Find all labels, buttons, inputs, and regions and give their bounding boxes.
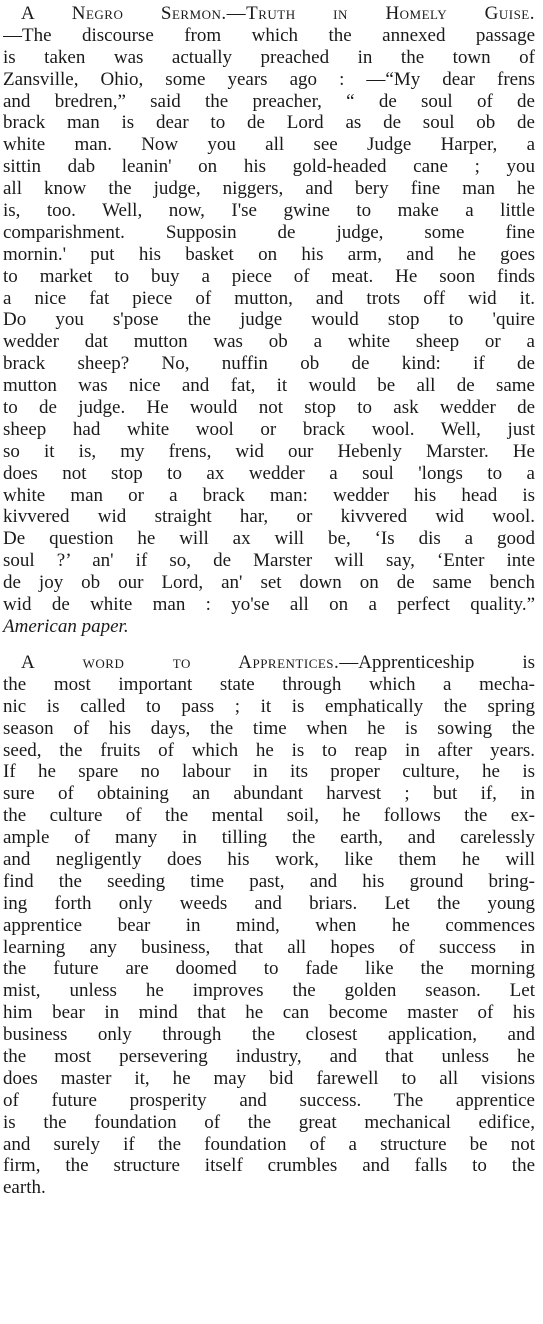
paragraph-line: mist, unless he improves the golden season. Let bbox=[3, 980, 535, 1002]
article-apprentices bbox=[3, 652, 535, 1199]
paragraph-line: seed, the fruits of which he is to reap in after years. bbox=[3, 739, 535, 761]
paragraph-line: wid de white man : yo'se all on a perfect quality.” bbox=[3, 594, 535, 616]
paragraph-line: and surely if the foundation of a structure be not bbox=[3, 1133, 535, 1155]
paragraph-line: is taken was actually preached in the town of bbox=[3, 46, 535, 68]
paragraph-line: earth. bbox=[3, 1177, 46, 1199]
paragraph-line: does master it, he may bid farewell to all visions bbox=[3, 1067, 535, 1089]
paragraph-line: is, too. Well, now, I'se gwine to make a little bbox=[3, 200, 535, 222]
article-title: A Negro Sermon.—Truth in Homely Guise. bbox=[21, 3, 535, 24]
paragraph-line: him bear in mind that he can become master of his bbox=[3, 1002, 535, 1024]
article-title-line bbox=[3, 3, 535, 25]
paragraph-line: the most important state through which a mecha- bbox=[3, 673, 535, 695]
paragraph-line: the most persevering industry, and that unless he bbox=[3, 1045, 535, 1067]
paragraph-line: learning any business, that all hopes of success in bbox=[3, 936, 535, 958]
paragraph-line: white man or a brack man: wedder his head is bbox=[3, 484, 535, 506]
paragraph-line: ample of many in tilling the earth, and carelessly bbox=[3, 827, 535, 849]
paragraph-line: and bredren,” said the preacher, “ de soul of de bbox=[3, 90, 535, 112]
paragraph-line: season of his days, the time when he is sowing the bbox=[3, 717, 535, 739]
paragraph-line: does not stop to ax wedder a soul 'longs to a bbox=[3, 462, 535, 484]
paragraph-line: to market to buy a piece of meat. He soon finds bbox=[3, 265, 535, 287]
paragraph-line: de joy ob our Lord, an' set down on de same bench bbox=[3, 572, 535, 594]
article-negro-sermon bbox=[3, 3, 535, 638]
paragraph-line: comparishment. Supposin de judge, some fine bbox=[3, 221, 535, 243]
article-title-line bbox=[3, 652, 535, 674]
paragraph-line: ing forth only weeds and briars. Let the young bbox=[3, 892, 535, 914]
paragraph-line: firm, the structure itself crumbles and falls to the bbox=[3, 1155, 535, 1177]
paragraph-line: sure of obtaining an abundant harvest ; but if, in bbox=[3, 783, 535, 805]
paragraph-line: Zansville, Ohio, some years ago : —“My dear frens bbox=[3, 68, 535, 90]
paragraph-line: mutton was nice and fat, it would be all de same bbox=[3, 375, 535, 397]
paragraph-line: of future prosperity and success. The apprentice bbox=[3, 1089, 535, 1111]
paragraph-opening: —Apprenticeship is bbox=[339, 651, 535, 673]
paragraph-line: Do you s'pose the judge would stop to 'quire bbox=[3, 309, 535, 331]
paragraph-line: all know the judge, niggers, and bery fine man he bbox=[3, 178, 535, 200]
paragraph-line: so it is, my frens, wid our Hebenly Marster. He bbox=[3, 440, 535, 462]
paragraph-line: mornin.' put his basket on his arm, and he goes bbox=[3, 243, 535, 265]
paragraph-line: the culture of the mental soil, he follows the ex- bbox=[3, 805, 535, 827]
paragraph-line: If he spare no labour in its proper culture, he is bbox=[3, 761, 535, 783]
paragraph-line: white man. Now you all see Judge Harper, a bbox=[3, 134, 535, 156]
paragraph-line: is the foundation of the great mechanical edifice, bbox=[3, 1111, 535, 1133]
paragraph-line: find the seeding time past, and his ground bring- bbox=[3, 870, 535, 892]
paragraph-line: soul ?’ an' if so, de Marster will say, ‘Enter inte bbox=[3, 550, 535, 572]
paragraph-line: nic is called to pass ; it is emphatically the spring bbox=[3, 695, 535, 717]
paragraph-line: the future are doomed to fade like the morning bbox=[3, 958, 535, 980]
paragraph-line: a nice fat piece of mutton, and trots off wid it. bbox=[3, 287, 535, 309]
paragraph-line: kivvered wid straight har, or kivvered wid wool. bbox=[3, 506, 535, 528]
paragraph-line: —The discourse from which the annexed passage bbox=[3, 24, 535, 46]
paragraph-line: sheep had white wool or brack wool. Well, just bbox=[3, 418, 535, 440]
paragraph-line: business only through the closest application, and bbox=[3, 1024, 535, 1046]
article-source: American paper. bbox=[3, 615, 129, 637]
paragraph-line: sittin dab leanin' on his gold-headed cane ; you bbox=[3, 156, 535, 178]
paragraph-line: brack man is dear to de Lord as de soul ob de bbox=[3, 112, 535, 134]
paragraph-line: brack sheep? No, nuffin ob de kind: if de bbox=[3, 353, 535, 375]
paragraph-line: wedder dat mutton was ob a white sheep or a bbox=[3, 331, 535, 353]
paragraph-line: apprentice bear in mind, when he commences bbox=[3, 914, 535, 936]
paragraph-line: De question he will ax will be, ‘Is dis a good bbox=[3, 528, 535, 550]
paragraph-line: to de judge. He would not stop to ask wedder de bbox=[3, 397, 535, 419]
paragraph-line: and negligently does his work, like them he will bbox=[3, 848, 535, 870]
article-title: A word to Apprentices. bbox=[21, 651, 340, 673]
article-divider bbox=[3, 638, 535, 652]
